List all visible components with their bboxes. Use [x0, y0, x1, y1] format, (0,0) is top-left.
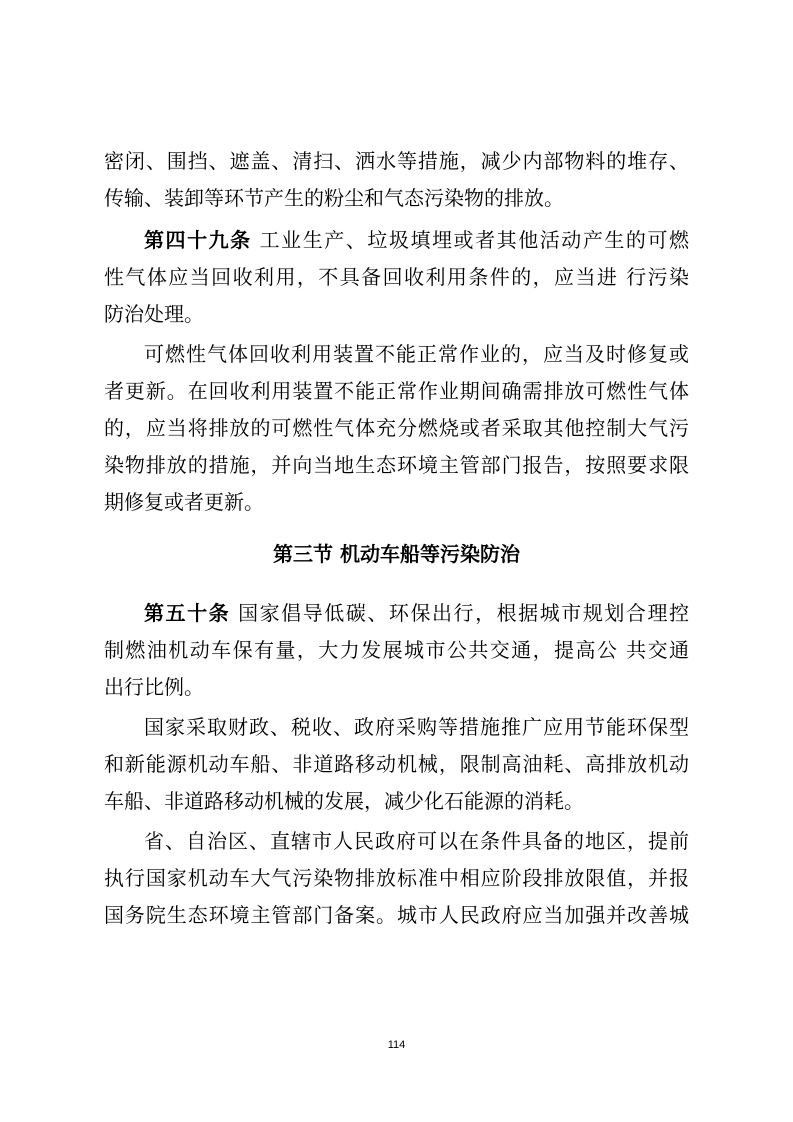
article-50-line-3: 出行比例。: [104, 675, 204, 699]
paragraph-1-line-2: 传输、装卸等环节产生的粉尘和气态污染物的排放。: [104, 186, 564, 210]
paragraph-6-line-3: 国务院生态环境主管部门备案。城市人民政府应当加强并改善城: [104, 903, 689, 927]
article-50-line-2: 制燃油机动车保有量，大力发展城市公共交通，提高公 共交通: [104, 638, 689, 662]
article-50-line-1: [144, 597, 689, 629]
article-50-text-1: 国家倡导低碳、环保出行，根据城市规划合理控: [238, 601, 690, 625]
paragraph-1-line-1: 密闭、围挡、遮盖、清扫、洒水等措施，减少内部物料的堆存、: [104, 149, 689, 173]
paragraph-3-line-5: 期修复或者更新。: [104, 490, 264, 514]
section-heading: 第三节 机动车船等污染防治: [273, 542, 520, 566]
paragraph-5-line-2: 和新能源机动车船、非道路移动机械，限制高油耗、高排放机动: [104, 752, 689, 776]
paragraph-6-line-1: 省、自治区、直辖市人民政府可以在条件具备的地区，提前: [144, 829, 689, 853]
article-49-label: 第四十九条: [144, 228, 252, 252]
paragraph-5-line-1: 国家采取财政、税收、政府采购等措施推广应用节能环保型: [144, 715, 689, 739]
paragraph-3-line-1: 可燃性气体回收利用装置不能正常作业的，应当及时修复或: [144, 342, 689, 366]
paragraph-6-line-2: 执行国家机动车大气污染物排放标准中相应阶段排放限值，并报: [104, 866, 689, 890]
article-49-line-2: 性气体应当回收利用，不具备回收利用条件的，应当进 行污染: [104, 265, 689, 289]
article-49-text-1: 工业生产、垃圾填埋或者其他活动产生的可燃: [259, 228, 690, 252]
page-number: 114: [387, 1039, 406, 1051]
paragraph-3-line-2: 者更新。在回收利用装置不能正常作业期间确需排放可燃性气体: [104, 379, 689, 403]
paragraph-3-line-4: 染物排放的措施，并向当地生态环境主管部门报告，按照要求限: [104, 453, 689, 477]
article-49-line-1: [144, 224, 689, 256]
article-49-line-3: 防治处理。: [104, 302, 204, 326]
article-50-label: 第五十条: [144, 601, 231, 625]
paragraph-5-line-3: 车船、非道路移动机械的发展，减少化石能源的消耗。: [104, 789, 584, 813]
paragraph-3-line-3: 的，应当将排放的可燃性气体充分燃烧或者采取其他控制大气污: [104, 416, 689, 440]
